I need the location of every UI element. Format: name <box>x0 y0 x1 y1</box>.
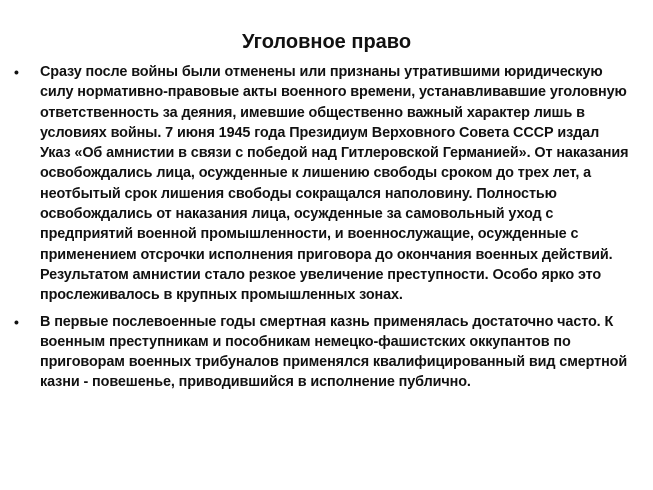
bullet-text: В первые послевоенные годы смертная казнь применялась достаточно часто. К военным преступникам и пособникам немецко-фашистских оккупантов по приговорам военных трибуналов применялся квалифицированный вид смертной казни - повешенье, приводившийся в исполнение публично. <box>40 313 628 391</box>
bullet-dot-icon: • <box>14 313 19 330</box>
bullet-item <box>12 312 632 393</box>
bullet-text: Сразу после войны были отменены или признаны утратившими юридическую силу нормативно-правовые акты военного времени, устанавливавшие уголовную ответственность за деяния, имевшие общественно важный характер лишь в условиях войны. 7 июня 1945 года Президиум Верховного Совета СССР издал Указ «Об амнистии в связи с победой над Гитлеровской Германией». От наказания освобождались лица, осужденные к лишению свободы сроком до трех лет, а неотбытый срок лишения свободы сокращался наполовину. Полностью освобождались от наказания лица, осужденные за самовольный уход с предприятий военной промышленности, и военнослужащие, осужденные с применением отсрочки исполнения приговора до окончания военных действий. Результатом амнистии стало резкое увеличение преступности. Особо ярко это прослеживалось в крупных промышленных зонах. <box>40 64 629 304</box>
slide-title: Уголовное право <box>241 31 412 53</box>
bullet-list <box>12 62 632 399</box>
bullet-dot-icon: • <box>14 64 19 80</box>
bullet-item <box>12 62 632 306</box>
